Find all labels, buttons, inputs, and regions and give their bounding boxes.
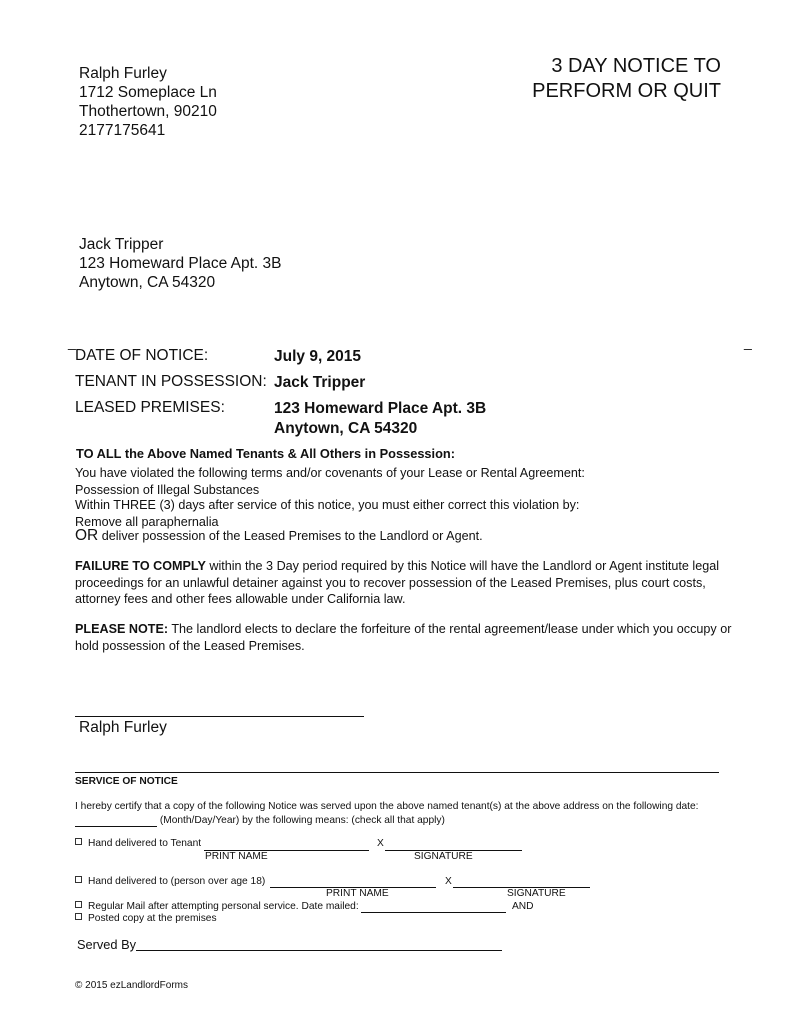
tenant-label: TENANT IN POSSESSION: [75, 373, 267, 390]
signature-line [75, 716, 364, 717]
note-rest: The landlord elects to declare the forfeiture of the rental agreement/lease under which you occupy or hold possession of the Leased Premises. [75, 622, 732, 653]
hand-person-row [75, 876, 265, 887]
within-text: Within THREE (3) days after service of this notice, you must either correct this violation by: [75, 498, 580, 512]
hand-tenant-label: Hand delivered to Tenant [88, 838, 202, 849]
failure-bold: FAILURE TO COMPLY [75, 559, 206, 573]
violated-text: You have violated the following terms and/or covenants of your Lease or Rental Agreement: [75, 466, 585, 480]
service-heading: SERVICE OF NOTICE [75, 776, 178, 787]
note-paragraph [75, 621, 735, 654]
hand-person-label: Hand delivered to (person over age 18) [88, 876, 266, 887]
date-mailed-line[interactable] [361, 912, 506, 913]
regular-mail-row [75, 901, 359, 912]
posted-checkbox[interactable] [75, 913, 82, 920]
signature-label: SIGNATURE [507, 888, 566, 899]
date-value: July 9, 2015 [274, 348, 362, 365]
signature-name: Ralph Furley [79, 719, 167, 736]
date-label: DATE OF NOTICE: [75, 347, 209, 364]
posted-row [75, 913, 217, 924]
document-title [532, 54, 721, 104]
premises-line-1: 123 Homeward Place Apt. 3B [274, 400, 487, 417]
posted-label: Posted copy at the premises [88, 913, 217, 924]
x-mark: X [377, 838, 384, 849]
service-certify: I hereby certify that a copy of the following Notice was served upon the above named tenant(s) at the above address on the following date: [75, 801, 699, 812]
sender-street: 1712 Someplace Ln [79, 84, 217, 101]
service-date-field[interactable] [75, 815, 157, 827]
regular-mail-label: Regular Mail after attempting personal service. Date mailed: [88, 901, 359, 912]
or-word: OR [75, 527, 99, 544]
recipient-address [79, 235, 281, 292]
regular-mail-checkbox[interactable] [75, 901, 82, 908]
sender-city: Thothertown, 90210 [79, 103, 217, 120]
failure-rest: within the 3 Day period required by this Notice will have the Landlord or Agent institute legal proceedings for an unlawful detainer against you to recover possession of the Leased Premises, plus court costs, attorney fees and other fees allowable under California law. [75, 559, 719, 606]
recipient-city: Anytown, CA 54320 [79, 274, 216, 291]
premises-value [274, 399, 486, 439]
or-deliver-text [75, 528, 483, 544]
or-rest: deliver possession of the Leased Premises to the Landlord or Agent. [98, 529, 483, 543]
premises-label: LEASED PREMISES: [75, 399, 225, 416]
body-heading: TO ALL the Above Named Tenants & All Others in Possession: [76, 446, 456, 461]
recipient-street: 123 Homeward Place Apt. 3B [79, 255, 282, 272]
copyright: © 2015 ezLandlordForms [75, 980, 188, 991]
section-divider [75, 772, 719, 773]
premises-line-2: Anytown, CA 54320 [274, 420, 418, 437]
remedy-text: Remove all paraphernalia [75, 515, 219, 529]
title-line-2: PERFORM OR QUIT [532, 80, 721, 102]
tenant-value: Jack Tripper [274, 374, 366, 391]
print-name-label: PRINT NAME [205, 851, 268, 862]
fold-mark-left: _ [68, 334, 76, 350]
hand-tenant-row [75, 838, 201, 849]
hand-person-checkbox[interactable] [75, 876, 82, 883]
sender-name: Ralph Furley [79, 65, 167, 82]
and-label: AND [512, 901, 534, 912]
violation-text: Possession of Illegal Substances [75, 483, 260, 497]
served-by-label: Served By [77, 937, 137, 952]
served-by-line[interactable] [136, 950, 502, 951]
print-name-label: PRINT NAME [326, 888, 389, 899]
service-date-row [75, 815, 445, 827]
failure-paragraph [75, 558, 735, 608]
hand-tenant-checkbox[interactable] [75, 838, 82, 845]
service-date-suffix: (Month/Day/Year) by the following means: (check all that apply) [159, 815, 445, 826]
signature-label: SIGNATURE [414, 851, 473, 862]
note-bold: PLEASE NOTE: [75, 622, 169, 636]
sender-phone: 2177175641 [79, 122, 166, 139]
fold-mark-right: _ [744, 334, 752, 350]
x-mark: X [445, 876, 452, 887]
sender-address [79, 64, 217, 140]
recipient-name: Jack Tripper [79, 236, 164, 253]
title-line-1: 3 DAY NOTICE TO [551, 55, 721, 77]
